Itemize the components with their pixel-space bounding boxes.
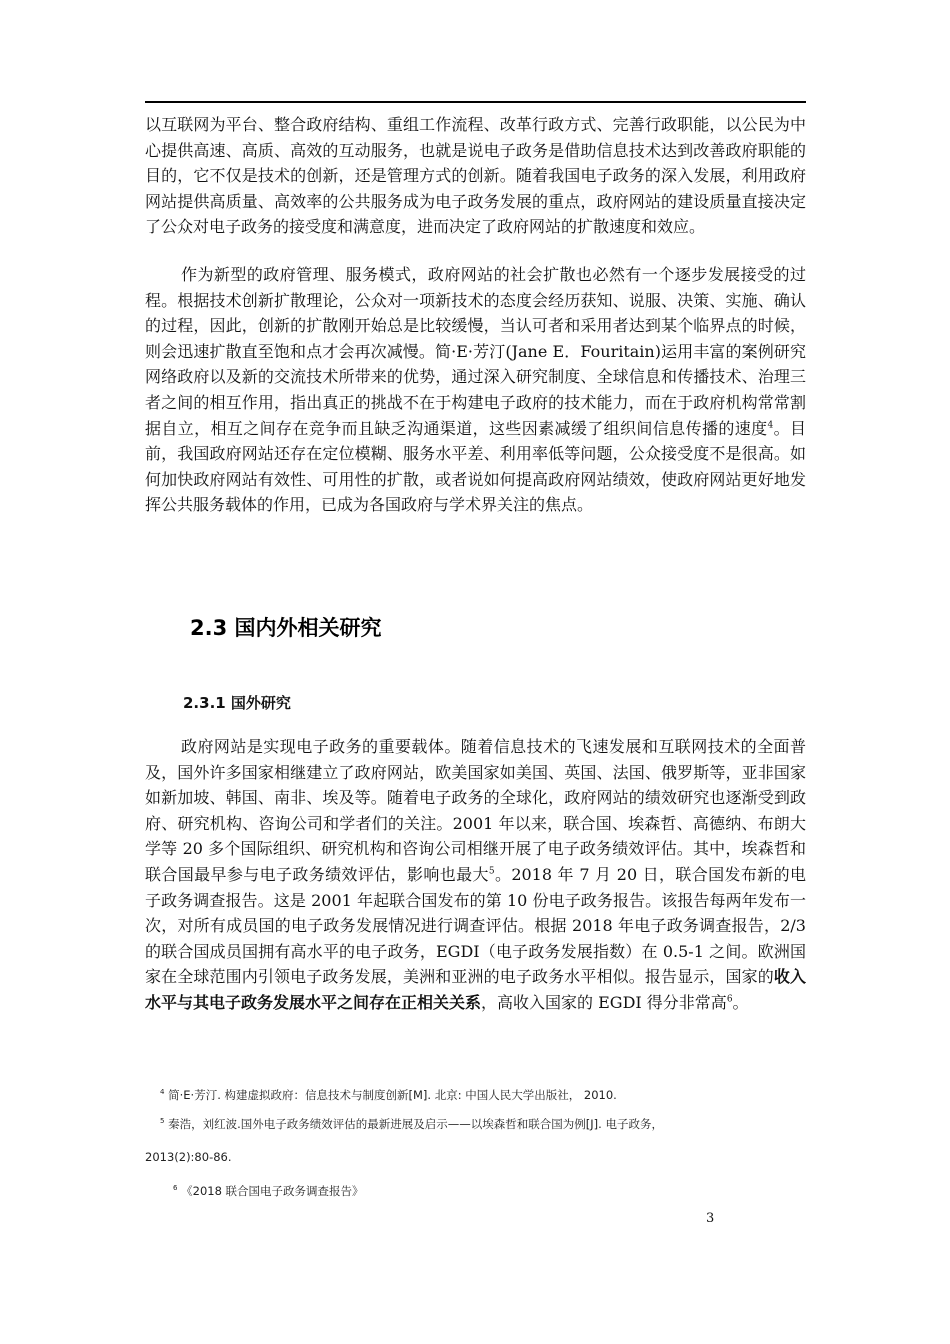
subsection-heading: 2.3.1 国外研究 <box>183 694 291 712</box>
paragraph-2-text-a: 作为新型的政府管理、服务模式，政府网站的社会扩散也必然有一个逐步发展接受的过程。根据技术创新扩散理论，公众对一项新技术的态度会经历获知、说服、决策、实施、确认的过程，因此，创新的扩散刚开始总是比较缓慢，当认可者和采用者达到某个临界点的时候，则会迅速扩散直至饱和点才会再次减慢。简·E·芳汀(Jane E．Fouritain)运用丰富的案例研究网络政府以及新的交流技术所带来的优势，通过深入研究制度、全球信息和传播技术、治理三者之间的相互作用，指出真正的挑战不在于构建电子政府的技术能力，而在于政府机构常常割据自立，相互之间存在竞争而且缺乏沟通渠道，这些因素减缓了组织间信息传播的速度 <box>145 265 806 438</box>
paragraph-1-text: 以互联网为平台、整合政府结构、重组工作流程、改革行政方式、完善行政职能，以公民为中心提供高速、高质、高效的互动服务，也就是说电子政务是借助信息技术达到改善政府职能的目的，它不仅是技术的创新，还是管理方式的创新。随着我国电子政务的深入发展，利用政府网站提供高质量、高效率的公共服务成为电子政务发展的重点，政府网站的建设质量直接决定了公众对电子政务的接受度和满意度，进而决定了政府网站的扩散速度和效应。 <box>145 115 806 237</box>
footnote-ref-4[interactable]: 4 <box>767 420 774 431</box>
header-rule <box>145 101 806 103</box>
paragraph-2-text-b: 。目前，我国政府网站还存在定位模糊、服务水平差、利用率低等问题，公众接受度不是很高。如何加快政府网站有效性、可用性的扩散，或者说如何提高政府网站绩效，使政府网站更好地发挥公共服务载体的作用，已成为各国政府与学术界关注的焦点。 <box>145 418 806 515</box>
paragraph-3-text-a: 政府网站是实现电子政务的重要载体。随着信息技术的飞速发展和互联网技术的全面普及，国外许多国家相继建立了政府网站，欧美国家如美国、英国、法国、俄罗斯等，亚非国家如新加坡、韩国、南非、埃及等。随着电子政务的全球化，政府网站的绩效研究也逐渐受到政府、研究机构、咨询公司和学者们的关注。2001 年以来，联合国、埃森哲、高德纳、布朗大学等 20 多个国际组织、研究机构和咨询公司相继开展了电子政务绩效评估。其中，埃森哲和联合国最早参与电子政务绩效评估，影响也最大 <box>145 737 806 884</box>
footnote-4 <box>160 1087 617 1103</box>
paragraph-3-text-d: 。 <box>732 992 749 1012</box>
footnote-6-text: 《2018 联合国电子政务调查报告》 <box>177 1184 364 1198</box>
footnote-5 <box>160 1116 663 1132</box>
footnote-5-continued: 2013(2):80-86. <box>145 1150 232 1164</box>
paragraph-3-bold-text: 收入水平与其电子政务发展水平之间存在正相关关系 <box>145 967 806 1012</box>
paragraph-1 <box>145 112 806 240</box>
footnote-6 <box>173 1183 364 1199</box>
footnote-4-text: 简·E·芳汀. 构建虚拟政府：信息技术与制度创新[M]. 北京: 中国人民大学出版社， 2010. <box>164 1088 617 1102</box>
footnote-5-mark: 5 <box>160 1117 165 1126</box>
paragraph-2 <box>145 262 806 518</box>
footnote-5-text: 秦浩，刘红波.国外电子政务绩效评估的最新进展及启示——以埃森哲和联合国为例[J]. 电子政务， <box>164 1117 663 1131</box>
page-number: 3 <box>706 1211 715 1226</box>
footnote-6-mark: 6 <box>173 1184 178 1193</box>
footnote-ref-5[interactable]: 5 <box>488 866 495 877</box>
paragraph-3 <box>145 734 806 1016</box>
footnote-ref-6[interactable]: 6 <box>726 994 733 1005</box>
paragraph-3-text-c: ，高收入国家的 EGDI 得分非常高 <box>481 992 727 1012</box>
paragraph-3-text-b: 。2018 年 7 月 20 日，联合国发布新的电子政务调查报告。这是 2001 年起联合国发布的第 10 份电子政务报告。该报告每两年发布一次，对所有成员国的电子政务发展情况进行调查评估。根据 2018 年电子政务调查报告，2/3 的联合国成员国拥有高水平的电子政务，EGDI（电子政务发展指数）在 0.5-1 之间。欧洲国家在全球范围内引领电子政务发展，美洲和亚洲的电子政务水平相似。报告显示，国家的 <box>145 864 806 987</box>
footnote-4-mark: 4 <box>160 1088 165 1097</box>
section-heading: 2.3 国内外相关研究 <box>190 616 382 640</box>
